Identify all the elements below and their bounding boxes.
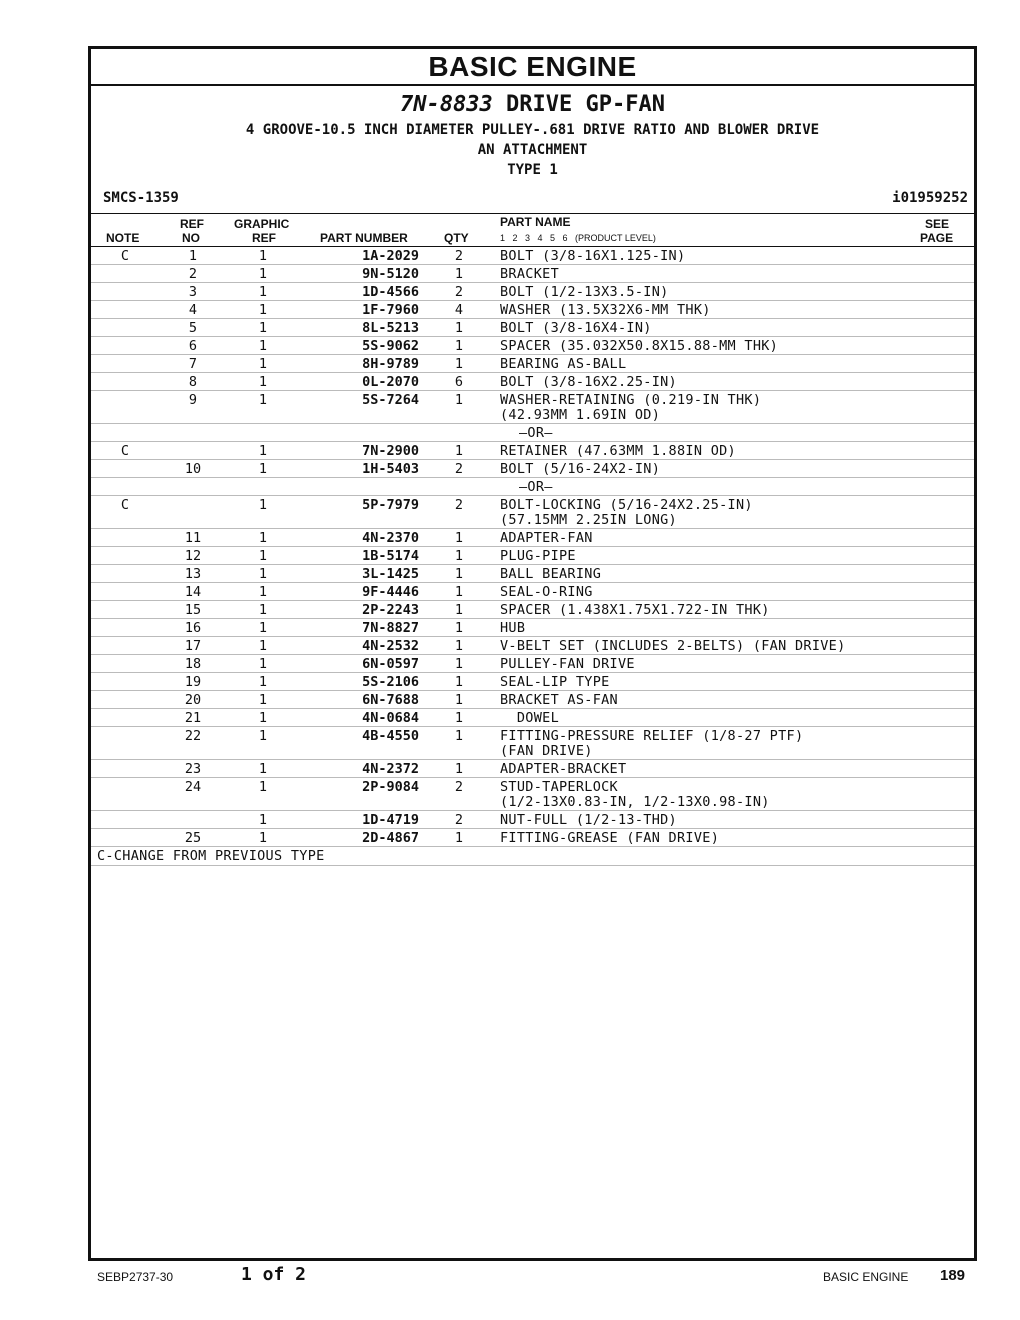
parts-list-frame (88, 46, 977, 1261)
row-graphic-ref: 1 (258, 584, 268, 600)
row-part-number: 5P-7979 (362, 497, 419, 513)
header-page: PAGE (920, 231, 954, 245)
row-qty: 1 (454, 356, 464, 372)
row-part-name: HUB (500, 620, 526, 636)
group-attachment: AN ATTACHMENT (477, 142, 588, 158)
row-graphic-ref: 1 (258, 392, 268, 408)
row-ref-no: 24 (184, 779, 202, 795)
table-row (91, 529, 974, 547)
or-separator-row (91, 424, 974, 442)
row-qty: 1 (454, 728, 464, 744)
row-ref-no: 3 (188, 284, 198, 300)
row-ref-no: 14 (184, 584, 202, 600)
table-row (91, 319, 974, 337)
row-part-number: 5S-2106 (362, 674, 419, 690)
table-row (91, 673, 974, 691)
row-graphic-ref: 1 (258, 602, 268, 618)
row-qty: 1 (454, 320, 464, 336)
footer-page-of: 1 of 2 (241, 1264, 307, 1285)
row-ref-no: 7 (188, 356, 198, 372)
table-row (91, 811, 974, 829)
row-part-number: 5S-9062 (362, 338, 419, 354)
row-part-number: 4N-2370 (362, 530, 419, 546)
row-part-name: FITTING-GREASE (FAN DRIVE) (500, 830, 720, 846)
header-ref: REF (180, 217, 204, 231)
header-see: SEE (925, 217, 950, 231)
row-qty: 1 (454, 602, 464, 618)
row-part-name: SPACER (35.032X50.8X15.88-MM THK) (500, 338, 779, 354)
row-qty: 1 (454, 443, 464, 459)
row-graphic-ref: 1 (258, 461, 268, 477)
row-graphic-ref: 1 (258, 266, 268, 282)
row-graphic-ref: 1 (258, 497, 268, 513)
row-part-name: STUD-TAPERLOCK (1/2-13X0.83-IN, 1/2-13X0.98-IN) (500, 779, 770, 810)
row-note: C (120, 443, 130, 459)
group-description: 4 GROOVE-10.5 INCH DIAMETER PULLEY-.681 DRIVE RATIO AND BLOWER DRIVE (245, 122, 820, 138)
row-part-number: 9F-4446 (362, 584, 419, 600)
illustration-id: i01959252 (892, 190, 968, 206)
row-part-name: BOLT (3/8-16X1.125-IN) (500, 248, 686, 264)
row-part-number: 1D-4566 (362, 284, 419, 300)
table-header (91, 213, 974, 247)
row-graphic-ref: 1 (258, 830, 268, 846)
header-product-levels: 1 2 3 4 5 6 (PRODUCT LEVEL) (500, 233, 656, 243)
row-graphic-ref: 1 (258, 761, 268, 777)
header-qty: QTY (444, 231, 469, 245)
table-row (91, 301, 974, 319)
row-ref-no: 6 (188, 338, 198, 354)
group-title-block (91, 86, 974, 213)
group-title (91, 92, 974, 117)
group-type: TYPE 1 (507, 162, 558, 178)
table-row (91, 829, 974, 847)
row-qty: 1 (454, 566, 464, 582)
row-part-name: BOLT (1/2-13X3.5-IN) (500, 284, 669, 300)
table-row (91, 760, 974, 778)
row-ref-no: 9 (188, 392, 198, 408)
row-graphic-ref: 1 (258, 443, 268, 459)
row-part-name: PLUG-PIPE (500, 548, 576, 564)
row-part-number: 7N-2900 (362, 443, 419, 459)
row-part-number: 8L-5213 (362, 320, 419, 336)
row-qty: 2 (454, 812, 464, 828)
footnote: C-CHANGE FROM PREVIOUS TYPE (91, 847, 974, 866)
row-qty: 1 (454, 674, 464, 690)
row-part-name: WASHER-RETAINING (0.219-IN THK) (42.93MM 1.69IN OD) (500, 392, 762, 423)
row-ref-no: 4 (188, 302, 198, 318)
or-separator-row (91, 478, 974, 496)
row-ref-no: 15 (184, 602, 202, 618)
table-row (91, 601, 974, 619)
row-part-number: 1H-5403 (362, 461, 419, 477)
row-part-number: 4B-4550 (362, 728, 419, 744)
row-qty: 1 (454, 710, 464, 726)
row-graphic-ref: 1 (258, 302, 268, 318)
table-row (91, 709, 974, 727)
row-graphic-ref: 1 (258, 779, 268, 795)
row-part-name: BOLT (3/8-16X4-IN) (500, 320, 652, 336)
table-row (91, 355, 974, 373)
row-part-name: RETAINER (47.63MM 1.88IN OD) (500, 443, 736, 459)
row-ref-no: 11 (184, 530, 202, 546)
row-part-number: 4N-2372 (362, 761, 419, 777)
row-note: C (120, 497, 130, 513)
footer-section: BASIC ENGINE (823, 1270, 909, 1284)
row-part-number: 1F-7960 (362, 302, 419, 318)
row-part-number: 2D-4867 (362, 830, 419, 846)
row-graphic-ref: 1 (258, 674, 268, 690)
row-part-name: WASHER (13.5X32X6-MM THK) (500, 302, 711, 318)
row-part-number: 2P-2243 (362, 602, 419, 618)
row-qty: 1 (454, 392, 464, 408)
row-ref-no: 18 (184, 656, 202, 672)
row-graphic-ref: 1 (258, 530, 268, 546)
row-part-number: 6N-0597 (362, 656, 419, 672)
table-row (91, 565, 974, 583)
row-graphic-ref: 1 (258, 656, 268, 672)
row-graphic-ref: 1 (258, 566, 268, 582)
row-graphic-ref: 1 (258, 356, 268, 372)
row-part-number: 0L-2070 (362, 374, 419, 390)
row-graphic-ref: 1 (258, 320, 268, 336)
row-ref-no: 21 (184, 710, 202, 726)
group-part-number: 7N-8833 (400, 92, 493, 117)
row-part-name: ADAPTER-BRACKET (500, 761, 627, 777)
row-graphic-ref: 1 (258, 638, 268, 654)
row-graphic-ref: 1 (258, 728, 268, 744)
group-name: DRIVE GP-FAN (506, 92, 665, 117)
header-no: NO (182, 231, 200, 245)
header-part-number: PART NUMBER (320, 231, 408, 245)
row-part-name: SEAL-O-RING (500, 584, 593, 600)
row-graphic-ref: 1 (258, 620, 268, 636)
row-part-name: BRACKET AS-FAN (500, 692, 618, 708)
table-row (91, 442, 974, 460)
row-part-name: —OR— (519, 425, 553, 441)
row-part-number: 9N-5120 (362, 266, 419, 282)
row-graphic-ref: 1 (258, 284, 268, 300)
row-part-name: BRACKET (500, 266, 559, 282)
row-part-name: ADAPTER-FAN (500, 530, 593, 546)
table-row (91, 547, 974, 565)
footer-page-number: 189 (940, 1267, 966, 1284)
table-row (91, 727, 974, 760)
table-row (91, 283, 974, 301)
row-part-number: 7N-8827 (362, 620, 419, 636)
row-part-number: 1B-5174 (362, 548, 419, 564)
row-qty: 2 (454, 779, 464, 795)
row-ref-no: 5 (188, 320, 198, 336)
row-part-name: BALL BEARING (500, 566, 602, 582)
table-row (91, 496, 974, 529)
row-qty: 1 (454, 584, 464, 600)
row-ref-no: 1 (188, 248, 198, 264)
row-graphic-ref: 1 (258, 338, 268, 354)
row-part-name: SEAL-LIP TYPE (500, 674, 610, 690)
table-row (91, 655, 974, 673)
row-ref-no: 2 (188, 266, 198, 282)
table-row (91, 391, 974, 424)
row-part-name: FITTING-PRESSURE RELIEF (1/8-27 PTF) (FAN DRIVE) (500, 728, 804, 759)
row-part-name: BOLT-LOCKING (5/16-24X2.25-IN) (57.15MM 2.25IN LONG) (500, 497, 753, 528)
row-ref-no: 19 (184, 674, 202, 690)
row-ref-no: 25 (184, 830, 202, 846)
row-qty: 1 (454, 761, 464, 777)
row-graphic-ref: 1 (258, 710, 268, 726)
row-part-name: DOWEL (500, 710, 559, 726)
table-row (91, 337, 974, 355)
row-part-name: BOLT (3/8-16X2.25-IN) (500, 374, 677, 390)
header-graphic-ref: REF (252, 231, 276, 245)
row-qty: 2 (454, 248, 464, 264)
footer-doc-id: SEBP2737-30 (97, 1270, 174, 1284)
row-ref-no: 10 (184, 461, 202, 477)
table-row (91, 265, 974, 283)
row-part-number: 1D-4719 (362, 812, 419, 828)
row-part-number: 5S-7264 (362, 392, 419, 408)
row-part-number: 1A-2029 (362, 248, 419, 264)
section-banner: BASIC ENGINE (91, 49, 974, 86)
row-ref-no: 12 (184, 548, 202, 564)
row-part-name: V-BELT SET (INCLUDES 2-BELTS) (FAN DRIVE) (500, 638, 846, 654)
row-part-name: SPACER (1.438X1.75X1.722-IN THK) (500, 602, 770, 618)
row-qty: 2 (454, 284, 464, 300)
row-qty: 1 (454, 530, 464, 546)
table-row (91, 691, 974, 709)
row-graphic-ref: 1 (258, 374, 268, 390)
row-qty: 1 (454, 548, 464, 564)
row-part-number: 6N-7688 (362, 692, 419, 708)
row-ref-no: 16 (184, 620, 202, 636)
row-part-number: 4N-0684 (362, 710, 419, 726)
row-ref-no: 23 (184, 761, 202, 777)
table-row (91, 778, 974, 811)
header-part-name: PART NAME (500, 215, 571, 229)
row-graphic-ref: 1 (258, 692, 268, 708)
row-qty: 1 (454, 692, 464, 708)
smcs-code: SMCS-1359 (103, 190, 179, 206)
row-part-name: —OR— (519, 479, 553, 495)
row-qty: 2 (454, 497, 464, 513)
table-row (91, 373, 974, 391)
header-note: NOTE (106, 231, 140, 245)
row-qty: 1 (454, 638, 464, 654)
row-graphic-ref: 1 (258, 812, 268, 828)
header-graphic: GRAPHIC (234, 217, 290, 231)
table-row (91, 619, 974, 637)
row-part-number: 3L-1425 (362, 566, 419, 582)
row-qty: 4 (454, 302, 464, 318)
row-qty: 6 (454, 374, 464, 390)
row-part-name: NUT-FULL (1/2-13-THD) (500, 812, 677, 828)
row-part-number: 2P-9084 (362, 779, 419, 795)
row-part-name: BOLT (5/16-24X2-IN) (500, 461, 661, 477)
row-part-name: BEARING AS-BALL (500, 356, 627, 372)
row-ref-no: 22 (184, 728, 202, 744)
table-row (91, 637, 974, 655)
row-graphic-ref: 1 (258, 248, 268, 264)
row-ref-no: 17 (184, 638, 202, 654)
row-ref-no: 20 (184, 692, 202, 708)
table-row (91, 460, 974, 478)
row-ref-no: 8 (188, 374, 198, 390)
row-part-number: 8H-9789 (362, 356, 419, 372)
row-ref-no: 13 (184, 566, 202, 582)
row-note: C (120, 248, 130, 264)
row-part-number: 4N-2532 (362, 638, 419, 654)
parts-table-body (91, 247, 974, 847)
row-part-name: PULLEY-FAN DRIVE (500, 656, 635, 672)
row-qty: 1 (454, 620, 464, 636)
row-qty: 1 (454, 338, 464, 354)
row-qty: 1 (454, 656, 464, 672)
table-row (91, 583, 974, 601)
table-row (91, 247, 974, 265)
row-graphic-ref: 1 (258, 548, 268, 564)
row-qty: 1 (454, 830, 464, 846)
row-qty: 1 (454, 266, 464, 282)
row-qty: 2 (454, 461, 464, 477)
